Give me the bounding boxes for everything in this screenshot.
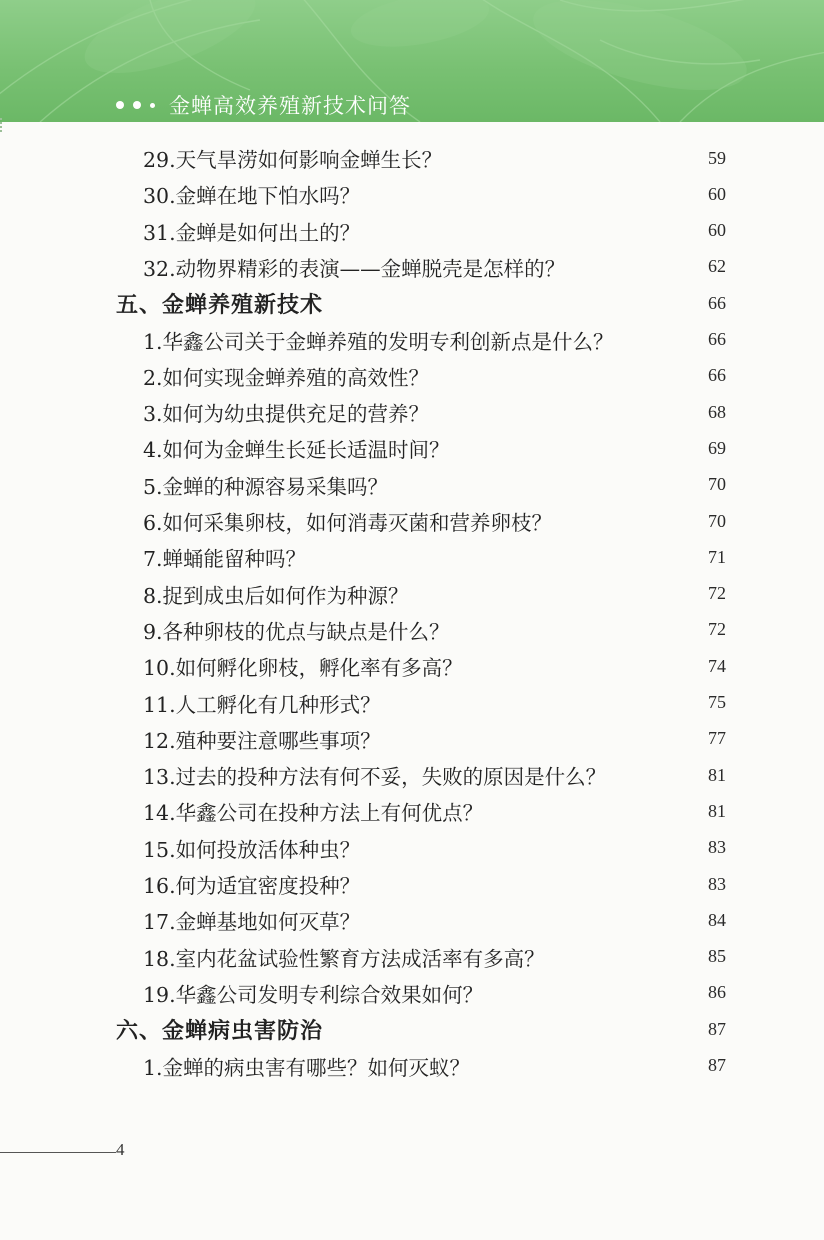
toc-entry-title: 五、金蝉养殖新技术 [116, 292, 324, 318]
toc-entry-row[interactable] [0, 503, 824, 539]
toc-entry-title: 8.捉到成虫后如何作为种源？ [143, 583, 409, 608]
toc-page-number: 84 [708, 909, 726, 930]
toc-entry-row[interactable] [0, 612, 824, 648]
toc-entry-row[interactable] [0, 902, 824, 938]
toc-entry-row[interactable] [0, 1048, 824, 1084]
toc-entry-row[interactable] [0, 539, 824, 575]
dot-icon [116, 101, 124, 109]
running-header [0, 88, 824, 122]
toc-entry-title: 11.人工孵化有几种形式？ [143, 692, 381, 717]
toc-entry-title: 9.各种卵枝的优点与缺点是什么？ [143, 619, 450, 644]
toc-page-number: 85 [708, 946, 726, 967]
toc-entry-row[interactable] [0, 140, 824, 176]
toc-page-number: 77 [708, 728, 726, 749]
toc-entry-title: 3.如何为幼虫提供充足的营养？ [143, 402, 430, 427]
toc-entry-title: 5.金蝉的种源容易采集吗？ [143, 474, 389, 499]
toc-entry-title: 6.如何采集卵枝，如何消毒灭菌和营养卵枝？ [143, 511, 553, 535]
toc-page-number: 66 [708, 292, 726, 313]
header-banner [0, 0, 824, 122]
toc-entry-title: 1.金蝉的病虫害有哪些？如何灭蚁？ [143, 1055, 471, 1080]
toc-entry-title: 14.华鑫公司在投种方法上有何优点？ [143, 801, 484, 826]
toc-page-number: 86 [708, 982, 726, 1003]
toc-section-row[interactable] [0, 285, 824, 321]
toc-entry-row[interactable] [0, 322, 824, 358]
toc-page-number: 70 [708, 510, 726, 531]
toc-page-number: 70 [708, 474, 726, 495]
toc-entry-row[interactable] [0, 757, 824, 793]
toc-page-number: 59 [708, 147, 726, 168]
toc-page-number: 66 [708, 329, 726, 349]
toc-entry-title: 18.室内花盆试验性繁育方法成活率有多高？ [143, 946, 545, 971]
toc-entry-title: 29.天气旱涝如何影响金蝉生长？ [143, 148, 443, 172]
dot-icon [150, 103, 155, 108]
toc-page-number: 72 [708, 583, 726, 604]
footer-rule [0, 1152, 116, 1153]
toc-entry-title: 30.金蝉在地下怕水吗？ [143, 184, 361, 209]
toc-entry-row[interactable] [0, 939, 824, 975]
toc-page-number: 60 [708, 183, 726, 204]
toc-entry-row[interactable] [0, 648, 824, 684]
toc-entry-row[interactable] [0, 467, 824, 503]
toc-entry-title: 19.华鑫公司发明专利综合效果如何？ [143, 982, 484, 1007]
toc-page-number: 87 [708, 1055, 726, 1075]
toc-page-number: 72 [708, 619, 726, 640]
toc-page-number: 81 [708, 764, 726, 785]
toc-entry-title: 15.如何投放活体种虫？ [143, 837, 361, 862]
toc-page-number: 60 [708, 220, 726, 241]
edge-marks [0, 118, 5, 132]
toc-entry-row[interactable] [0, 576, 824, 612]
toc-entry-row[interactable] [0, 213, 824, 249]
toc-page-number: 74 [708, 655, 726, 676]
toc-entry-row[interactable] [0, 830, 824, 866]
toc-entry-title: 1.华鑫公司关于金蝉养殖的发明专利创新点是什么？ [143, 329, 614, 354]
toc-entry-row[interactable] [0, 866, 824, 902]
toc-entry-row[interactable] [0, 394, 824, 430]
toc-entry-row[interactable] [0, 721, 824, 757]
toc-entry-title: 2.如何实现金蝉养殖的高效性？ [143, 365, 430, 390]
toc-page-number: 66 [708, 365, 726, 386]
page-number: 4 [116, 1140, 125, 1159]
toc-entry-title: 7.蝉蛹能留种吗？ [143, 547, 307, 572]
toc-entry-row[interactable] [0, 793, 824, 829]
bullet-dots-icon [116, 101, 155, 109]
toc-entry-title: 13.过去的投种方法有何不妥，失败的原因是什么？ [143, 765, 607, 790]
toc-entry-title: 4.如何为金蝉生长延长适温时间？ [143, 438, 450, 463]
toc-entry-row[interactable] [0, 358, 824, 394]
toc-entry-row[interactable] [0, 176, 824, 212]
toc-entry-title: 10.如何孵化卵枝，孵化率有多高？ [143, 656, 463, 681]
toc-page-number: 87 [708, 1018, 726, 1039]
toc-entry-title: 六、金蝉病虫害防治 [116, 1018, 324, 1044]
toc-entry-title: 32.动物界精彩的表演——金蝉脱壳是怎样的？ [143, 256, 566, 281]
toc-page-number: 83 [708, 873, 726, 894]
toc-page-number: 81 [708, 800, 726, 821]
toc-page-number: 71 [708, 546, 726, 567]
toc-entry-row[interactable] [0, 430, 824, 466]
toc-entry-title: 17.金蝉基地如何灭草？ [143, 910, 361, 935]
toc-page-number: 69 [708, 437, 726, 458]
toc-entry-row[interactable] [0, 685, 824, 721]
toc-entry-row[interactable] [0, 249, 824, 285]
toc-page-number: 62 [708, 256, 726, 277]
toc-entry-title: 16.何为适宜密度投种？ [143, 874, 361, 898]
toc-page-number: 75 [708, 692, 726, 712]
running-title: 金蝉高效养殖新技术问答 [169, 94, 411, 118]
toc-entry-title: 31.金蝉是如何出土的？ [143, 220, 361, 245]
toc-section-row[interactable] [0, 1011, 824, 1047]
toc-page-number: 68 [708, 401, 726, 422]
toc-entry-title: 12.殖种要注意哪些事项？ [143, 728, 381, 753]
dot-icon [133, 101, 141, 109]
toc-entry-row[interactable] [0, 975, 824, 1011]
toc-page-number: 83 [708, 837, 726, 858]
